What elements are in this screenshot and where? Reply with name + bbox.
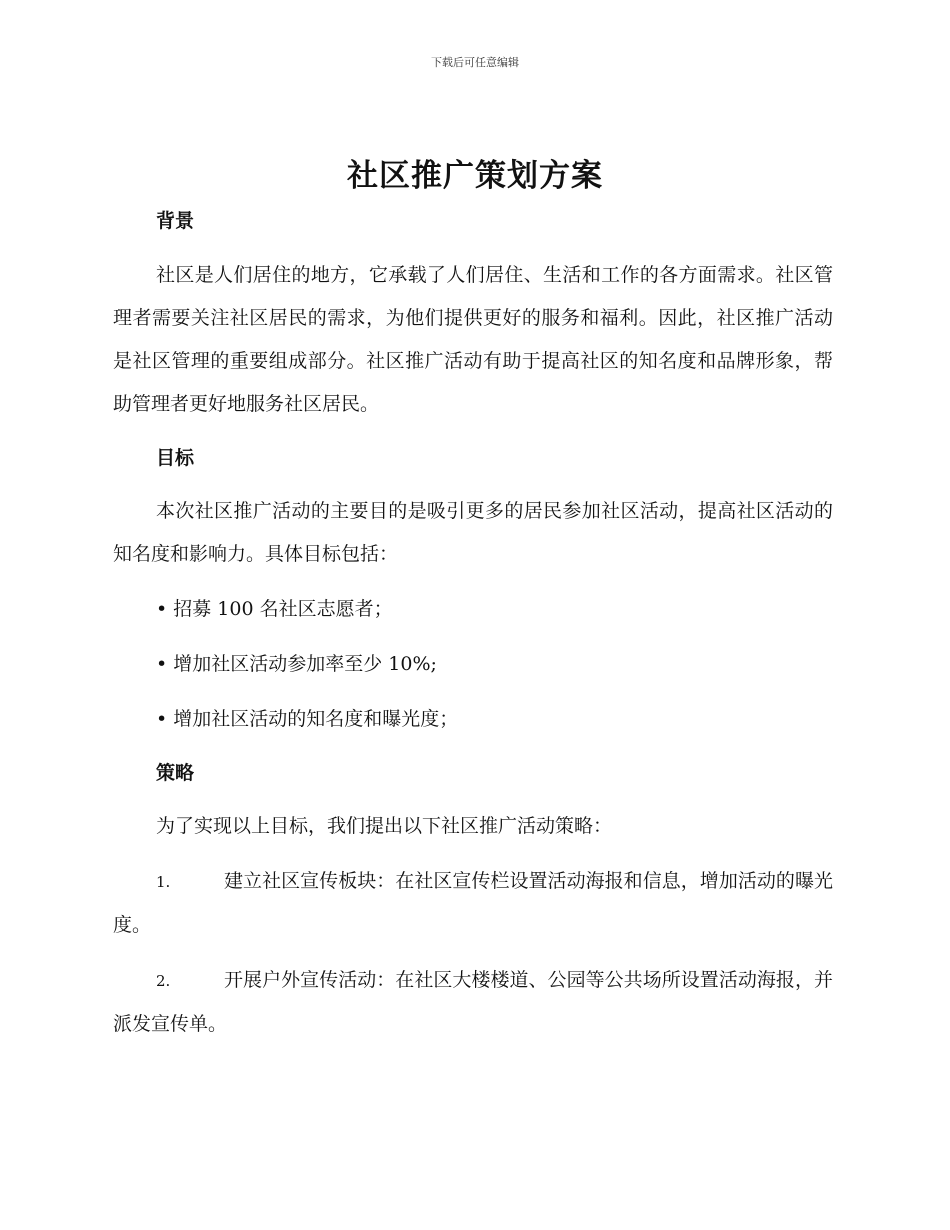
strategy-item-number: 2. bbox=[156, 972, 171, 990]
document-title: 社区推广策划方案 bbox=[347, 158, 603, 194]
strategy-item bbox=[113, 959, 833, 1046]
section-heading-background: 背景 bbox=[156, 210, 195, 232]
goal-bullet: • 增加社区活动参加率至少 10%; bbox=[156, 653, 437, 675]
document-body bbox=[113, 204, 833, 1046]
strategy-item-number: 1. bbox=[156, 873, 171, 891]
strategy-item bbox=[113, 860, 833, 947]
section-heading-strategy: 策略 bbox=[156, 762, 195, 784]
strategy-item-text: 建立社区宣传板块：在社区宣传栏设置活动海报和信息，增加活动的曝光度。 bbox=[113, 870, 833, 936]
goals-paragraph: 本次社区推广活动的主要目的是吸引更多的居民参加社区活动，提高社区活动的知名度和影响力。具体目标包括： bbox=[113, 500, 833, 565]
strategy-item-text: 开展户外宣传活动：在社区大楼楼道、公园等公共场所设置活动海报，并派发宣传单。 bbox=[113, 969, 833, 1035]
goal-bullet: • 增加社区活动的知名度和曝光度； bbox=[156, 708, 459, 730]
header-note: 下载后可任意编辑 bbox=[431, 56, 519, 69]
strategy-paragraph: 为了实现以上目标，我们提出以下社区推广活动策略： bbox=[156, 815, 613, 837]
goal-bullet: • 招募 100 名社区志愿者； bbox=[156, 598, 393, 620]
section-heading-goals: 目标 bbox=[156, 447, 195, 469]
background-paragraph: 社区是人们居住的地方，它承载了人们居住、生活和工作的各方面需求。社区管理者需要关注社区居民的需求，为他们提供更好的服务和福利。因此，社区推广活动是社区管理的重要组成部分。社区推广活动有助于提高社区的知名度和品牌形象，帮助管理者更好地服务社区居民。 bbox=[113, 264, 833, 415]
